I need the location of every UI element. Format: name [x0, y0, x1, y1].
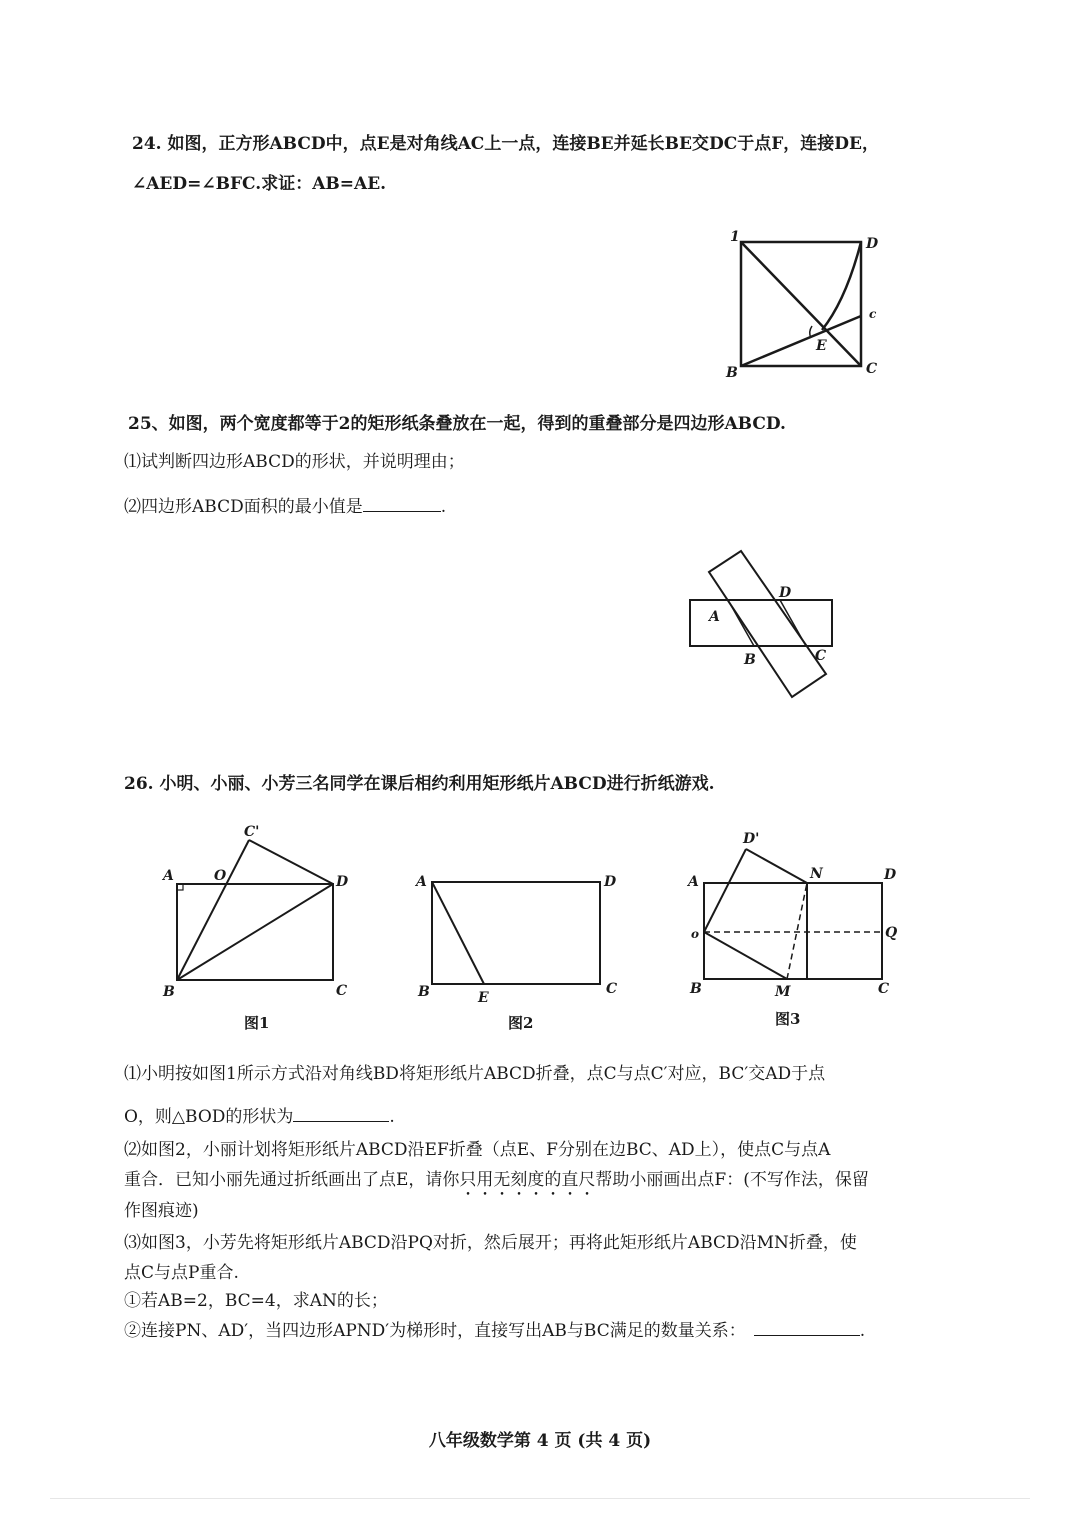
- fig2-label-a: A: [416, 874, 427, 890]
- q25-part2-text: ⑵四边形ABCD面积的最小值是: [124, 497, 363, 517]
- fig1-label-c1: C': [244, 824, 260, 840]
- fig3-label-d: D: [884, 867, 897, 883]
- fig3-label-n: N: [810, 866, 823, 882]
- q26-p2-line1: ⑵如图2，小丽计划将矩形纸片ABCD沿EF折叠（点E、F分别在边BC、AD上），使点C与点A: [124, 1140, 831, 1160]
- q26-p2-line2: [124, 1168, 869, 1200]
- q26-p3-line2: 点C与点P重合.: [124, 1263, 239, 1283]
- q26-fig2: [432, 882, 600, 984]
- q25-part1: ⑴试判断四边形ABCD的形状，并说明理由；: [124, 452, 465, 472]
- fig2-label-d: D: [604, 874, 617, 890]
- q24-text-line1: 24. 如图，正方形ABCD中，点E是对角线AC上一点，连接BE并延长BE交DC于点F，连接DE，: [132, 134, 880, 154]
- fig3-line-pd1: [704, 849, 746, 932]
- fig1-line-c1d: [249, 840, 333, 884]
- fig2-line-ae: [432, 882, 484, 984]
- fig3-label-b: B: [690, 981, 702, 997]
- fig3-rectangle: [704, 883, 882, 979]
- q26-p3-line1: ⑶如图3，小芳先将矩形纸片ABCD沿PQ对折，然后展开；再将此矩形纸片ABCD沿MN折叠，使: [124, 1233, 857, 1253]
- q26-p2-line3: 作图痕迹): [124, 1201, 199, 1221]
- fig1-diagonal-bd: [177, 884, 333, 980]
- fig3-line-pm: [704, 932, 787, 979]
- q26-fig3: [704, 849, 882, 979]
- fig2-label-e: E: [478, 990, 489, 1006]
- fig2-label-b: B: [418, 984, 430, 1000]
- q25-label-b: B: [744, 652, 756, 668]
- fig1-label-o: O: [214, 868, 227, 884]
- q26-p3-sub2: [124, 1317, 865, 1343]
- fig3-label-m: M: [775, 984, 791, 1000]
- q24-label-b: B: [726, 365, 738, 381]
- q26-p3-answer-blank[interactable]: [754, 1317, 860, 1336]
- q26-p1-line2: [124, 1103, 395, 1129]
- q26-p3-sub2-text: ②连接PN、AD′，当四边形APND′为梯形时，直接写出AB与BC满足的数量关系：: [124, 1321, 746, 1341]
- q25-label-c: C: [815, 648, 827, 664]
- q24-label-a: 1: [730, 229, 740, 245]
- q24-label-f: c: [869, 307, 877, 321]
- bottom-divider: [50, 1498, 1030, 1499]
- fig3-label-p: o: [691, 927, 700, 941]
- fig1-label-a: A: [163, 868, 174, 884]
- q26-p1-text: O，则△BOD的形状为: [124, 1107, 294, 1127]
- q26-fig1: [177, 840, 333, 980]
- q24-label-d: D: [866, 236, 879, 252]
- fig1-label-b: B: [163, 984, 175, 1000]
- q26-text-line1: 26. 小明、小丽、小芳三名同学在课后相约利用矩形纸片ABCD进行折纸游戏.: [124, 774, 715, 794]
- q26-p2-emphasis: 只用无刻度的直尺: [459, 1170, 596, 1190]
- q26-p2-text-post: 帮助小丽画出点F：(不写作法，保留: [595, 1170, 869, 1190]
- q26-p1-answer-blank[interactable]: [293, 1103, 389, 1122]
- q26-p1-line1: ⑴小明按如图1所示方式沿对角线BD将矩形纸片ABCD折叠，点C与点C′对应，BC′交AD于点: [124, 1064, 826, 1084]
- fig3-line-d1n: [746, 849, 807, 883]
- fig3-label-d1: D': [743, 831, 760, 847]
- fig3-caption: 图3: [775, 1010, 801, 1028]
- fig3-dashed-mn: [787, 883, 807, 979]
- fig3-label-q: Q: [885, 925, 898, 941]
- fig1-label-d: D: [336, 874, 349, 890]
- fig3-label-c: C: [878, 981, 890, 997]
- q25-text-line1: 25、如图，两个宽度都等于2的矩形纸条叠放在一起，得到的重叠部分是四边形ABCD.: [128, 414, 786, 434]
- fig1-label-c: C: [336, 983, 348, 999]
- q25-part2-end: .: [440, 497, 447, 517]
- fig1-caption: 图1: [244, 1014, 270, 1032]
- fig3-label-a: A: [688, 874, 699, 890]
- fig2-label-c: C: [606, 981, 618, 997]
- q24-label-e: E: [816, 338, 827, 354]
- q26-p1-end: .: [389, 1107, 395, 1127]
- q26-p2-text-pre: 重合．已知小丽先通过折纸画出了点E，请你: [124, 1170, 460, 1190]
- q25-label-a: A: [709, 609, 720, 625]
- q24-label-c: C: [866, 361, 878, 377]
- fig2-caption: 图2: [508, 1014, 534, 1032]
- q25-label-d: D: [779, 585, 792, 601]
- q24-text-line2: ∠AED=∠BFC.求证：AB=AE.: [132, 174, 387, 194]
- page-footer: 八年级数学第 4 页 (共 4 页): [428, 1431, 652, 1451]
- q26-p3-sub2-end: .: [859, 1321, 866, 1341]
- q26-p3-sub1: ①若AB=2，BC=4，求AN的长；: [124, 1291, 388, 1311]
